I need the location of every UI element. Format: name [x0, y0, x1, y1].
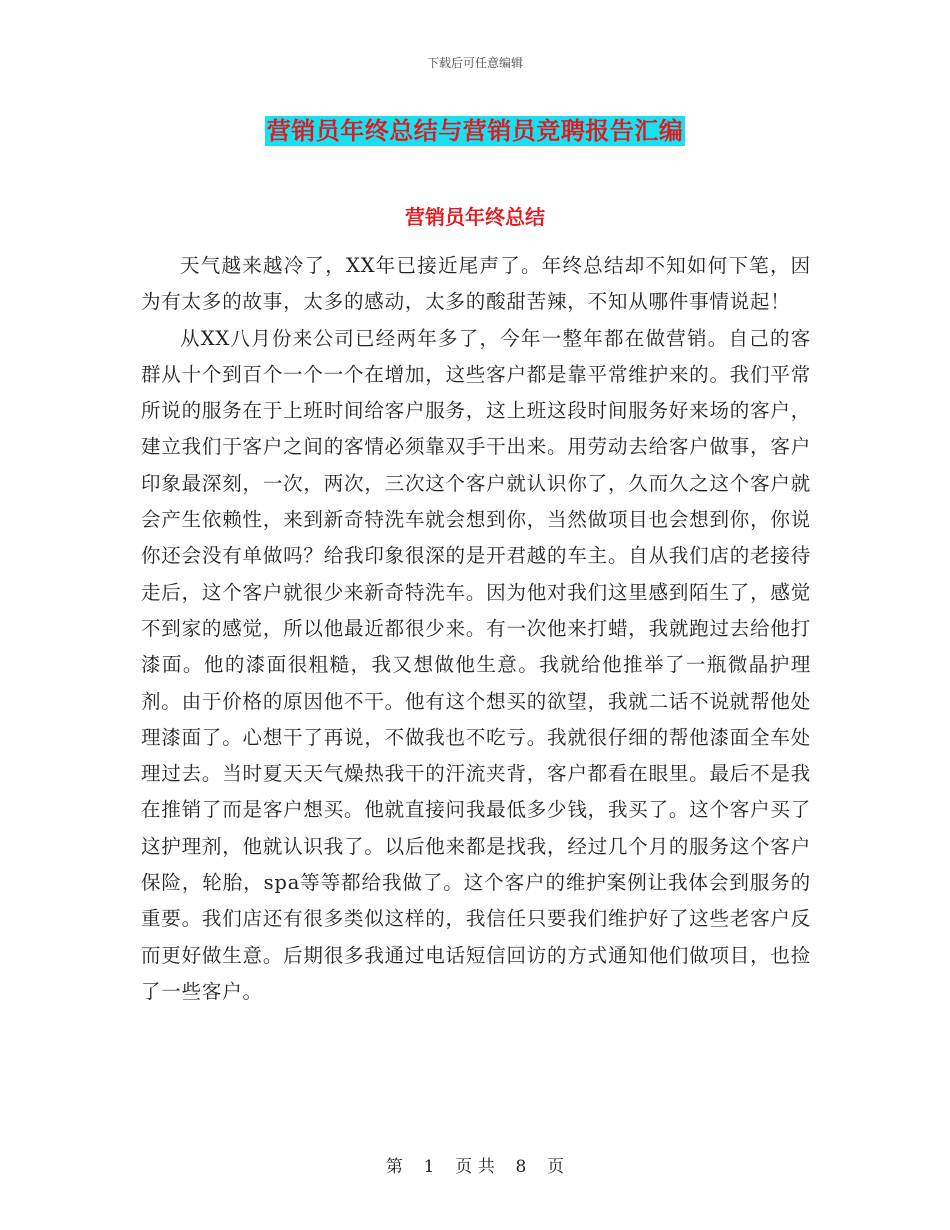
current-page-number: 1 [423, 1157, 435, 1177]
footer-suffix: 页 [547, 1157, 565, 1177]
main-title-container [0, 116, 950, 146]
document-title: 营销员年终总结与营销员竞聘报告汇编 [266, 116, 684, 145]
header-note: 下载后可任意编辑 [426, 56, 523, 70]
paragraph-1: 天气越来越冷了，XX年已接近尾声了。年终总结却不知如何下笔，因为有太多的故事，太多的感动，太多的酸甜苦辣，不知从哪件事情说起！ [141, 254, 811, 314]
total-page-count: 8 [515, 1157, 527, 1177]
document-body [141, 248, 811, 1010]
footer-prefix: 第 [385, 1157, 403, 1177]
footer-middle: 页 共 [455, 1157, 495, 1177]
section-title: 营销员年终总结 [405, 205, 545, 229]
page-footer [0, 1152, 950, 1177]
paragraph-2: 从XX八月份来公司已经两年多了，今年一整年都在做营销。自己的客群从十个到百个一个一个在增加，这些客户都是靠平常维护来的。我们平常所说的服务在于上班时间给客户服务，这上班这段时间服务好来场的客户，建立我们于客户之间的客情必须靠双手干出来。用劳动去给客户做事，客户印象最深刻，一次，两次，三次这个客户就认识你了，久而久之这个客户就会产生依赖性，来到新奇特洗车就会想到你，当然做项目也会想到你，你说你还会没有单做吗？给我印象很深的是开君越的车主。自从我们店的老接待走后，这个客户就很少来新奇特洗车。因为他对我们这里感到陌生了，感觉不到家的感觉，所以他最近都很少来。有一次他来打蜡，我就跑过去给他打漆面。他的漆面很粗糙，我又想做他生意。我就给他推举了一瓶微晶护理剂。由于价格的原因他不干。他有这个想买的欲望，我就二话不说就帮他处理漆面了。心想干了再说，不做我也不吃亏。我就很仔细的帮他漆面全车处理过去。当时夏天天气燥热我干的汗流夹背，客户都看在眼里。最后不是我在推销了而是客户想买。他就直接问我最低多少钱，我买了。这个客户买了这护理剂，他就认识我了。以后他来都是找我，经过几个月的服务这个客户保险，轮胎，spa等等都给我做了。这个客户的维护案例让我体会到服务的重要。我们店还有很多类似这样的，我信任只要我们维护好了这些老客户反而更好做生意。后期很多我通过电话短信回访的方式通知他们做项目，也捡了一些客户。 [141, 326, 811, 1003]
